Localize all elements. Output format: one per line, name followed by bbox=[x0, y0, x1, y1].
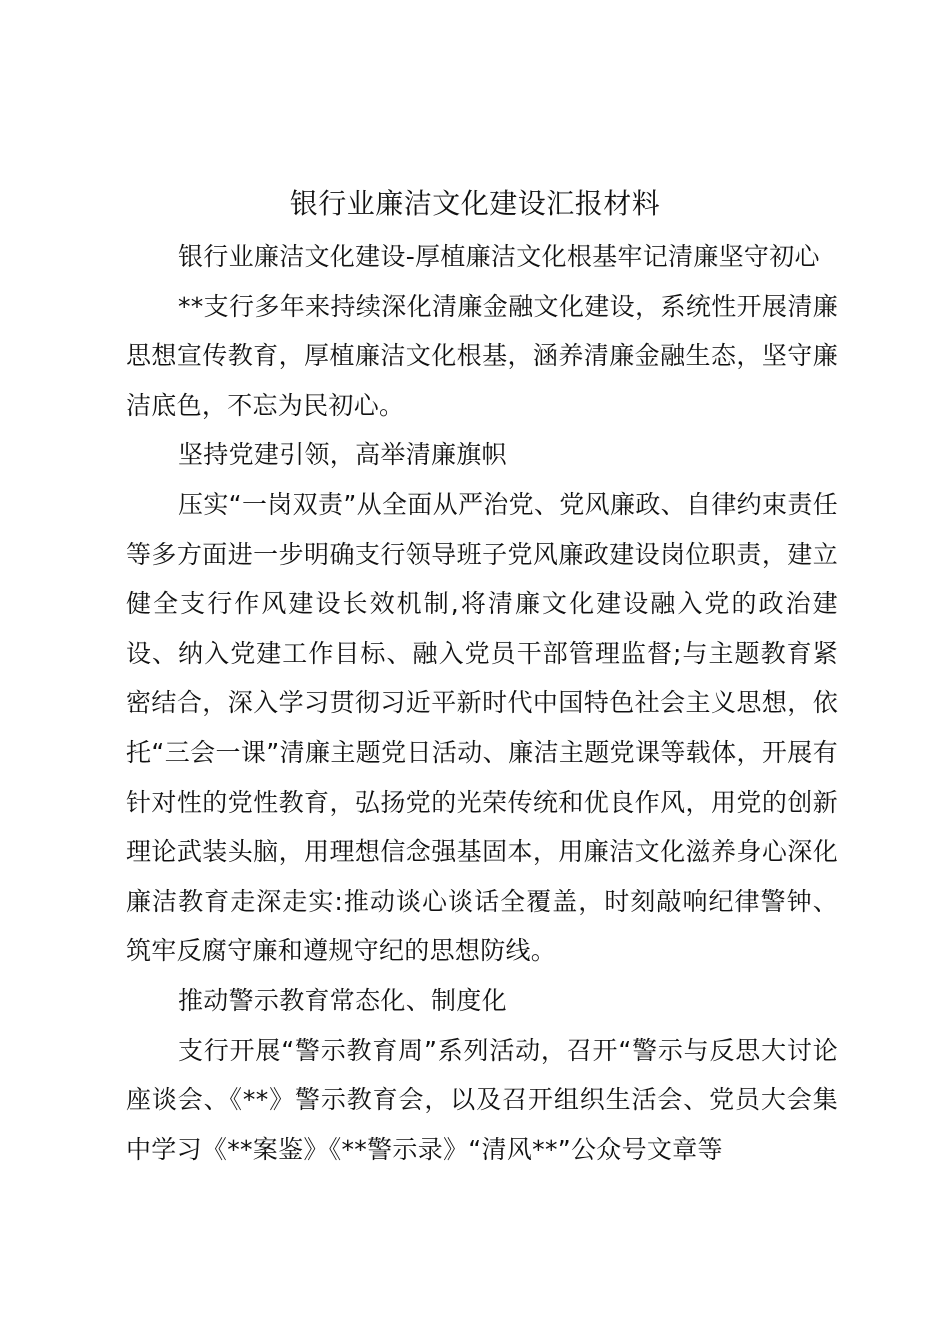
party-building-paragraph: 压实“一岗双责”从全面从严治党、党风廉政、自律约束责任等多方面进一步明确支行领导班子党风廉政建设岗位职责，建立健全支行作风建设长效机制,将清廉文化建设融入党的政治建设、纳入党建工作目标、融入党员干部管理监督;与主题教育紧密结合，深入学习贯彻习近平新时代中国特色社会主义思想，依托“三会一课”清廉主题党日活动、廉洁主题党课等载体，开展有针对性的党性教育，弘扬党的光荣传统和优良作风，用党的创新理论武装头脑，用理想信念强基固本，用廉洁文化滋养身心深化廉洁教育走深走实:推动谈心谈话全覆盖，时刻敲响纪律警钟、筑牢反腐守廉和遵规守纪的思想防线。 bbox=[126, 489, 838, 966]
document-title: 银行业廉洁文化建设汇报材料 bbox=[289, 187, 661, 220]
intro-paragraph: **支行多年来持续深化清廉金融文化建设，系统性开展清廉思想宣传教育，厚植廉洁文化根基，涵养清廉金融生态，坚守廉洁底色，不忘为民初心。 bbox=[126, 291, 838, 420]
document-body bbox=[126, 232, 838, 1174]
section-heading-party-building: 坚持党建引领，高举清廉旗帜 bbox=[178, 440, 507, 470]
warning-education-paragraph: 支行开展“警示教育周”系列活动，召开“警示与反思大讨论座谈会、《**》警示教育会，以及召开组织生活会、党员大会集中学习《**案鉴》《**警示录》“清风**”公众号文章等 bbox=[126, 1035, 838, 1164]
subtitle-paragraph: 银行业廉洁文化建设-厚植廉洁文化根基牢记清廉坚守初心 bbox=[178, 242, 820, 271]
section-heading-warning-education: 推动警示教育常态化、制度化 bbox=[178, 985, 507, 1015]
